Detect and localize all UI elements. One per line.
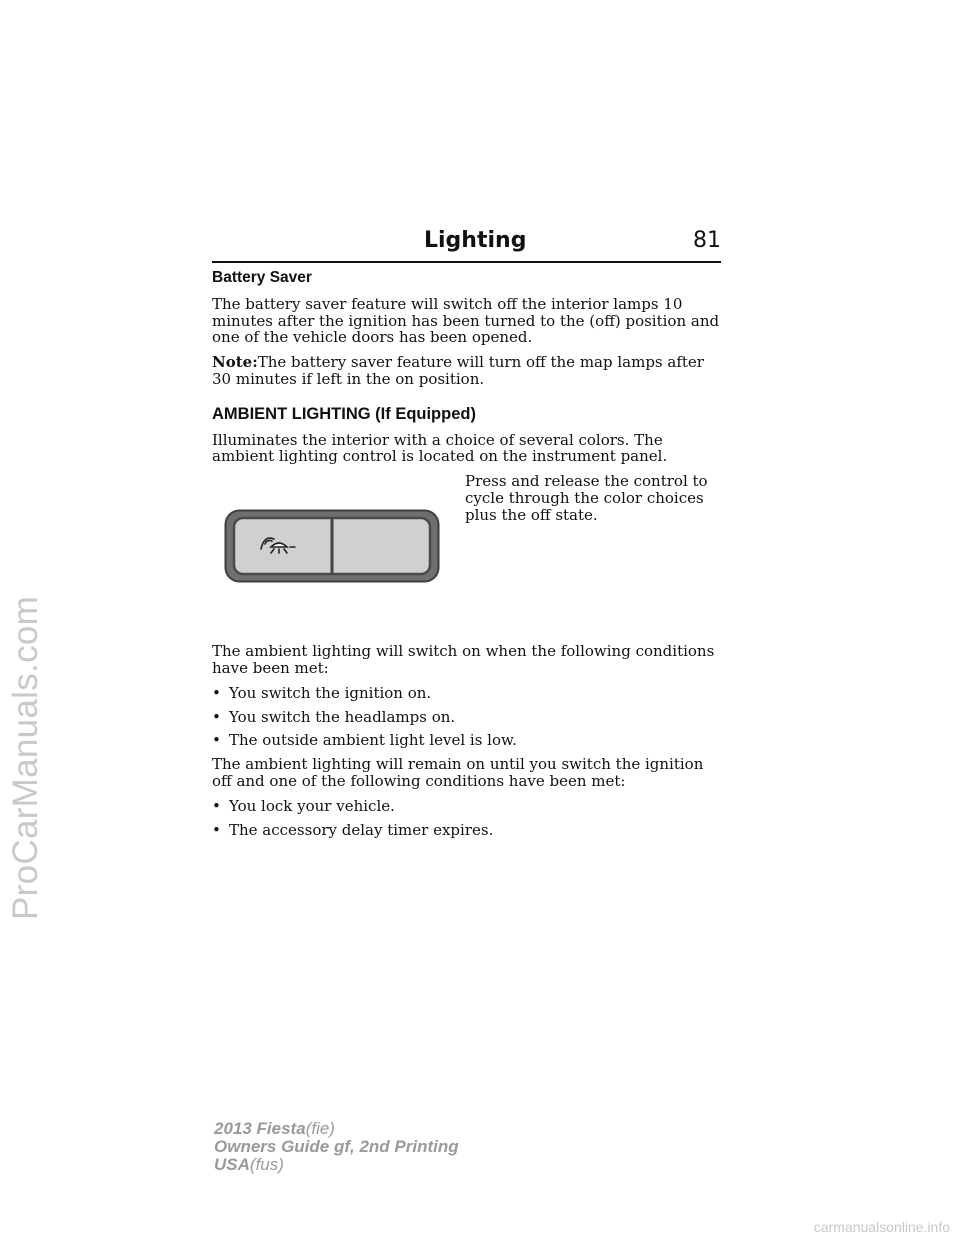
list-item: • The outside ambient light level is low. bbox=[212, 731, 517, 750]
page-content bbox=[212, 270, 722, 845]
footer-line-1: 2013 Fiesta(fie) bbox=[214, 1119, 335, 1138]
page-header bbox=[212, 228, 721, 262]
page-number: 81 bbox=[693, 228, 721, 253]
header-rule bbox=[212, 261, 721, 263]
ambient-control-figure bbox=[212, 473, 722, 643]
note-label: Note: bbox=[212, 353, 258, 372]
ambient-intro: Illuminates the interior with a choice of several colors. The ambient lighting control is located on the instrument panel. bbox=[212, 430, 668, 466]
section-title: Lighting bbox=[424, 228, 527, 253]
list-item: • You switch the ignition on. bbox=[212, 683, 432, 702]
watermark-procarmanuals: ProCarManuals.com bbox=[6, 595, 45, 920]
control-instruction: Press and release the control to cycle through the color choices plus the off state. bbox=[465, 472, 708, 524]
ambient-remain-intro: The ambient lighting will remain on until you switch the ignition off and one of the following conditions have been met: bbox=[212, 755, 704, 790]
footer-line-3: USA(fus) bbox=[214, 1155, 284, 1174]
battery-saver-heading: Battery Saver bbox=[212, 269, 312, 286]
footer-line-2: Owners Guide gf, 2nd Printing bbox=[214, 1137, 459, 1156]
ambient-lighting-control bbox=[224, 509, 440, 583]
page-footer bbox=[214, 1120, 459, 1174]
list-item: • You switch the headlamps on. bbox=[212, 707, 456, 726]
note-text: The battery saver feature will turn off the map lamps after 30 minutes if left in the on position. bbox=[212, 353, 704, 388]
list-item: • The accessory delay timer expires. bbox=[212, 820, 494, 839]
battery-saver-note bbox=[212, 354, 722, 388]
ambient-lighting-heading: AMBIENT LIGHTING (If Equipped) bbox=[212, 404, 476, 423]
list-item: • You lock your vehicle. bbox=[212, 796, 395, 815]
watermark-carmanualsonline: carmanualsonline.info bbox=[813, 1219, 950, 1235]
battery-saver-paragraph: The battery saver feature will switch off the interior lamps 10 minutes after the ignition has been turned to the (off) position and one of the vehicle doors has been opened. bbox=[212, 294, 720, 347]
ambient-on-intro: The ambient lighting will switch on when the following conditions have been met: bbox=[212, 642, 715, 677]
